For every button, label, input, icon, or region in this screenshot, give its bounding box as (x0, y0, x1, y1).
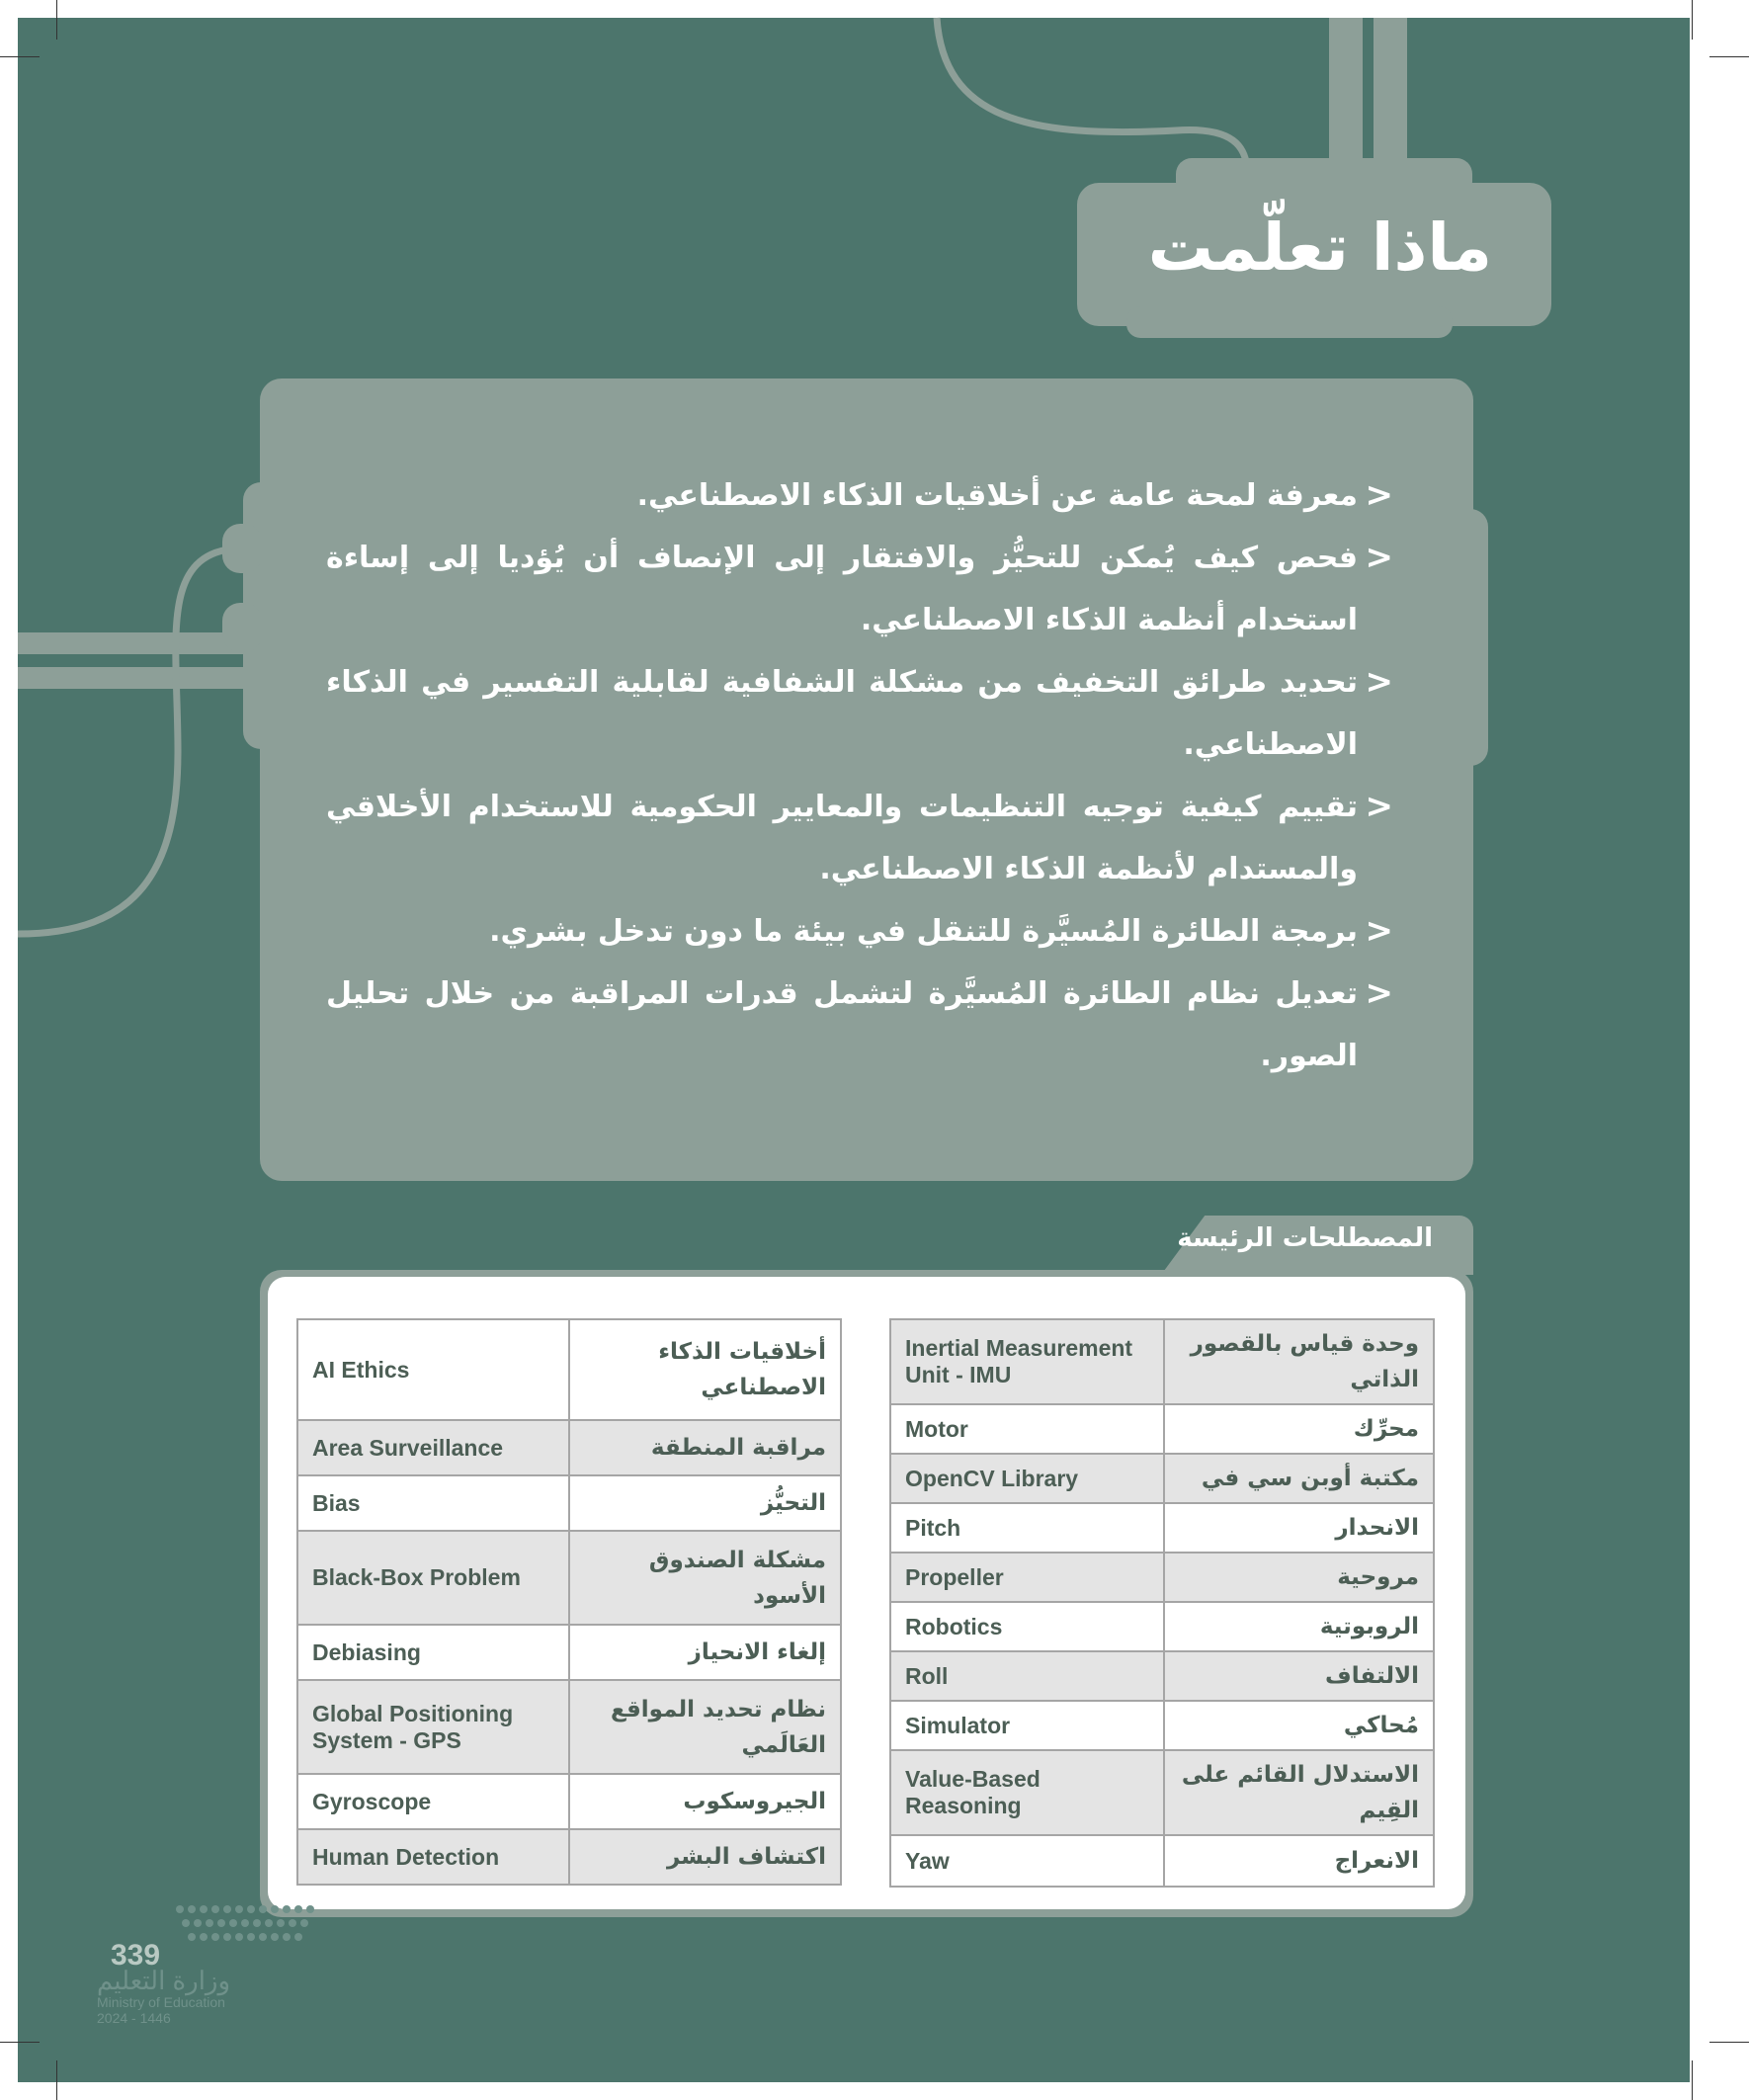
table-row (890, 1701, 1434, 1750)
objective-item (326, 776, 1393, 900)
arrow-icon: < (1365, 538, 1393, 577)
ministry-logo (97, 1967, 265, 2026)
objective-text: فحص كيف يُمكن للتحيُّز والافتقار إلى الإنصاف أن يُؤديا إلى إساءة استخدام أنظمة الذكاء الاصطناعي. (326, 541, 1358, 637)
crop-mark (0, 56, 40, 57)
term-english: Debiasing (297, 1625, 569, 1680)
term-english: Yaw (890, 1835, 1164, 1887)
table-row (890, 1835, 1434, 1887)
term-arabic: محرِّك (1164, 1404, 1434, 1454)
panel-connector (222, 524, 262, 573)
term-english: Pitch (890, 1503, 1164, 1553)
term-english: Roll (890, 1651, 1164, 1701)
term-arabic: الانعراج (1164, 1835, 1434, 1887)
table-row (890, 1454, 1434, 1503)
term-english: AI Ethics (297, 1319, 569, 1420)
table-row (297, 1420, 841, 1475)
term-arabic: مشكلة الصندوق الأسود (569, 1531, 841, 1625)
term-arabic: إلغاء الانحياز (569, 1625, 841, 1680)
arrow-icon: < (1365, 973, 1393, 1013)
objective-text: تقييم كيفية توجيه التنظيمات والمعايير الحكومية للاستخدام الأخلاقي والمستدام لأنظمة الذكاء الاصطناعي. (326, 790, 1358, 886)
term-english: Global Positioning System - GPS (297, 1680, 569, 1774)
term-english: Gyroscope (297, 1774, 569, 1829)
term-english: Motor (890, 1404, 1164, 1454)
objective-item (326, 464, 1393, 527)
table-row (890, 1553, 1434, 1602)
term-arabic: الالتفاف (1164, 1651, 1434, 1701)
crop-mark (56, 2060, 57, 2100)
term-arabic: الانحدار (1164, 1503, 1434, 1553)
table-row (297, 1475, 841, 1531)
arrow-icon: < (1365, 787, 1393, 826)
table-row (297, 1829, 841, 1885)
page-number: 339 (111, 1939, 161, 1972)
term-english: Inertial Measurement Unit - IMU (890, 1319, 1164, 1404)
term-english: Robotics (890, 1602, 1164, 1651)
table-row (890, 1651, 1434, 1701)
objective-text: معرفة لمحة عامة عن أخلاقيات الذكاء الاصطناعي. (636, 478, 1358, 513)
term-english: Human Detection (297, 1829, 569, 1885)
crop-mark (56, 0, 57, 40)
term-arabic: مكتبة أوبن سي في (1164, 1454, 1434, 1503)
pipe-horizontal (18, 667, 275, 689)
objective-item (326, 963, 1393, 1087)
arrow-icon: < (1365, 911, 1393, 951)
table-row (890, 1602, 1434, 1651)
right-margin (1690, 0, 1749, 2100)
table-row (890, 1503, 1434, 1553)
terms-table-right (889, 1318, 1435, 1888)
page-title: ماذا تعلّمت (1147, 209, 1492, 286)
term-arabic: مروحية (1164, 1553, 1434, 1602)
ministry-name: Ministry of Education (97, 1994, 225, 2010)
table-row (297, 1774, 841, 1829)
crop-mark (1709, 56, 1749, 57)
arrow-icon: < (1365, 662, 1393, 702)
objective-item (326, 527, 1393, 651)
objective-item (326, 651, 1393, 776)
table-row (297, 1680, 841, 1774)
term-english: Black-Box Problem (297, 1531, 569, 1625)
objective-text: تحديد طرائق التخفيف من مشكلة الشفافية لقابلية التفسير في الذكاء الاصطناعي. (326, 665, 1358, 762)
term-arabic: الجيروسكوب (569, 1774, 841, 1829)
term-english: Area Surveillance (297, 1420, 569, 1475)
pipe-vertical (1329, 18, 1363, 168)
objective-text: برمجة الطائرة المُسيَّرة للتنقل في بيئة ما دون تدخل بشري. (489, 914, 1358, 949)
term-english: Propeller (890, 1553, 1164, 1602)
objective-text: تعديل نظام الطائرة المُسيَّرة لتشمل قدرات المراقبة من خلال تحليل الصور. (326, 976, 1358, 1073)
pipe-vertical (1374, 18, 1407, 168)
term-english: Bias (297, 1475, 569, 1531)
term-arabic: التحيُّز (569, 1475, 841, 1531)
term-arabic: أخلاقيات الذكاء الاصطناعي (569, 1319, 841, 1420)
objectives-list (326, 464, 1393, 1087)
table-row (890, 1319, 1434, 1404)
table-row (890, 1404, 1434, 1454)
term-arabic: مُحاكي (1164, 1701, 1434, 1750)
crop-mark (1692, 0, 1693, 40)
table-row (297, 1531, 841, 1625)
table-row (297, 1625, 841, 1680)
term-arabic: نظام تحديد المواقع العَالَمي (569, 1680, 841, 1774)
ministry-logo-icon (170, 1897, 324, 1943)
ministry-logo-arabic: وزارة التعليم (97, 1966, 231, 1995)
term-english: Value-Based Reasoning (890, 1750, 1164, 1835)
term-arabic: الاستدلال القائم على القِيم (1164, 1750, 1434, 1835)
term-arabic: اكتشاف البشر (569, 1829, 841, 1885)
objective-item (326, 900, 1393, 963)
term-arabic: مراقبة المنطقة (569, 1420, 841, 1475)
table-row (890, 1750, 1434, 1835)
key-terms-heading: المصطلحات الرئيسة (1177, 1223, 1433, 1253)
crop-mark (1709, 2042, 1749, 2043)
crop-mark (0, 2042, 40, 2043)
term-english: Simulator (890, 1701, 1164, 1750)
terms-table-left (296, 1318, 842, 1886)
crop-mark (1692, 2060, 1693, 2100)
term-english: OpenCV Library (890, 1454, 1164, 1503)
term-arabic: الروبوتية (1164, 1602, 1434, 1651)
arrow-icon: < (1365, 475, 1393, 515)
panel-connector (222, 603, 262, 652)
ministry-year: 2024 - 1446 (97, 2010, 171, 2026)
term-arabic: وحدة قياس بالقصور الذاتي (1164, 1319, 1434, 1404)
table-row (297, 1319, 841, 1420)
